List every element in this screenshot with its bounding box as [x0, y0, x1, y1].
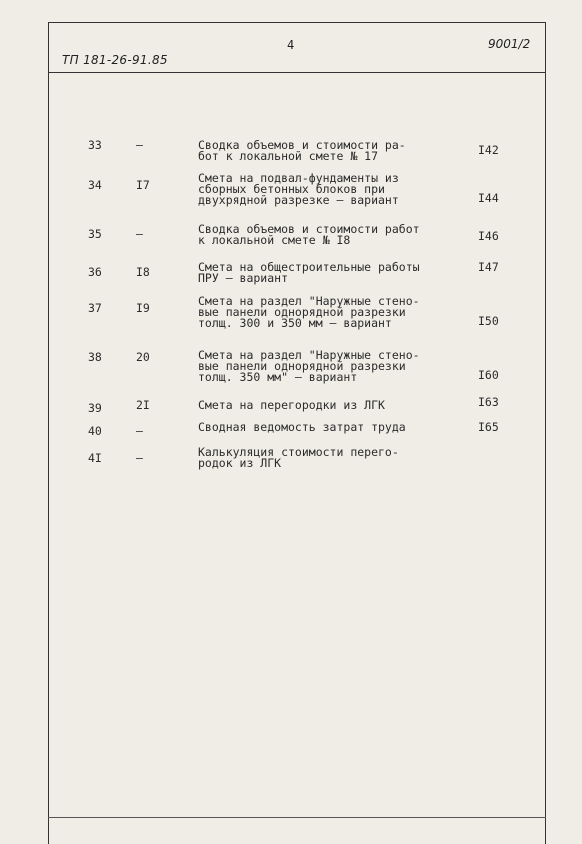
row-reference: –: [136, 227, 143, 241]
row-page: I50: [478, 314, 499, 328]
row-reference: I9: [136, 301, 150, 315]
row-title: Смета на раздел "Наружные стено- вые панели однорядной разрезки толщ. 350 мм" – вариант: [198, 348, 420, 384]
row-number: 40: [88, 424, 102, 438]
row-page: I46: [478, 229, 499, 243]
row-reference: –: [136, 451, 143, 465]
row-page: I42: [478, 143, 499, 157]
document-code: ТП 181-26-91.85: [62, 53, 168, 67]
row-number: 38: [88, 350, 102, 364]
row-title: Сводка объемов и стоимости ра- бот к локальной смете № 17: [198, 138, 406, 163]
row-number: 39: [88, 401, 102, 415]
row-reference: –: [136, 138, 143, 152]
header-divider: [48, 72, 546, 73]
row-page: I63: [478, 395, 499, 409]
bottom-border: [48, 817, 546, 818]
row-page: I47: [478, 260, 499, 274]
row-title: Смета на общестроительные работы ПРУ – вариант: [198, 260, 420, 285]
row-page: I44: [478, 191, 499, 205]
row-number: 34: [88, 178, 102, 192]
row-number: 33: [88, 138, 102, 152]
row-title: Смета на подвал-фундаменты из сборных бетонных блоков при двухрядной разрезке – вариант: [198, 171, 399, 207]
row-reference: 2I: [136, 398, 150, 412]
row-number: 4I: [88, 451, 102, 465]
row-number: 35: [88, 227, 102, 241]
row-title: Смета на раздел "Наружные стено- вые панели однорядной разрезки толщ. 300 и 350 мм – вариант: [198, 294, 420, 330]
row-title: Сводная ведомость затрат труда: [198, 420, 406, 434]
row-number: 36: [88, 265, 102, 279]
row-reference: I8: [136, 265, 150, 279]
row-number: 37: [88, 301, 102, 315]
sheet-code: 9001/2: [488, 37, 531, 51]
page-number: 4: [287, 38, 295, 52]
row-page: I60: [478, 368, 499, 382]
row-title: Калькуляция стоимости перего- родок из ЛГК: [198, 445, 399, 470]
row-reference: 20: [136, 350, 150, 364]
row-page: I65: [478, 420, 499, 434]
row-reference: I7: [136, 178, 150, 192]
row-reference: –: [136, 424, 143, 438]
row-title: Сводка объемов и стоимости работ к локальной смете № I8: [198, 222, 420, 247]
row-title: Смета на перегородки из ЛГК: [198, 398, 385, 412]
